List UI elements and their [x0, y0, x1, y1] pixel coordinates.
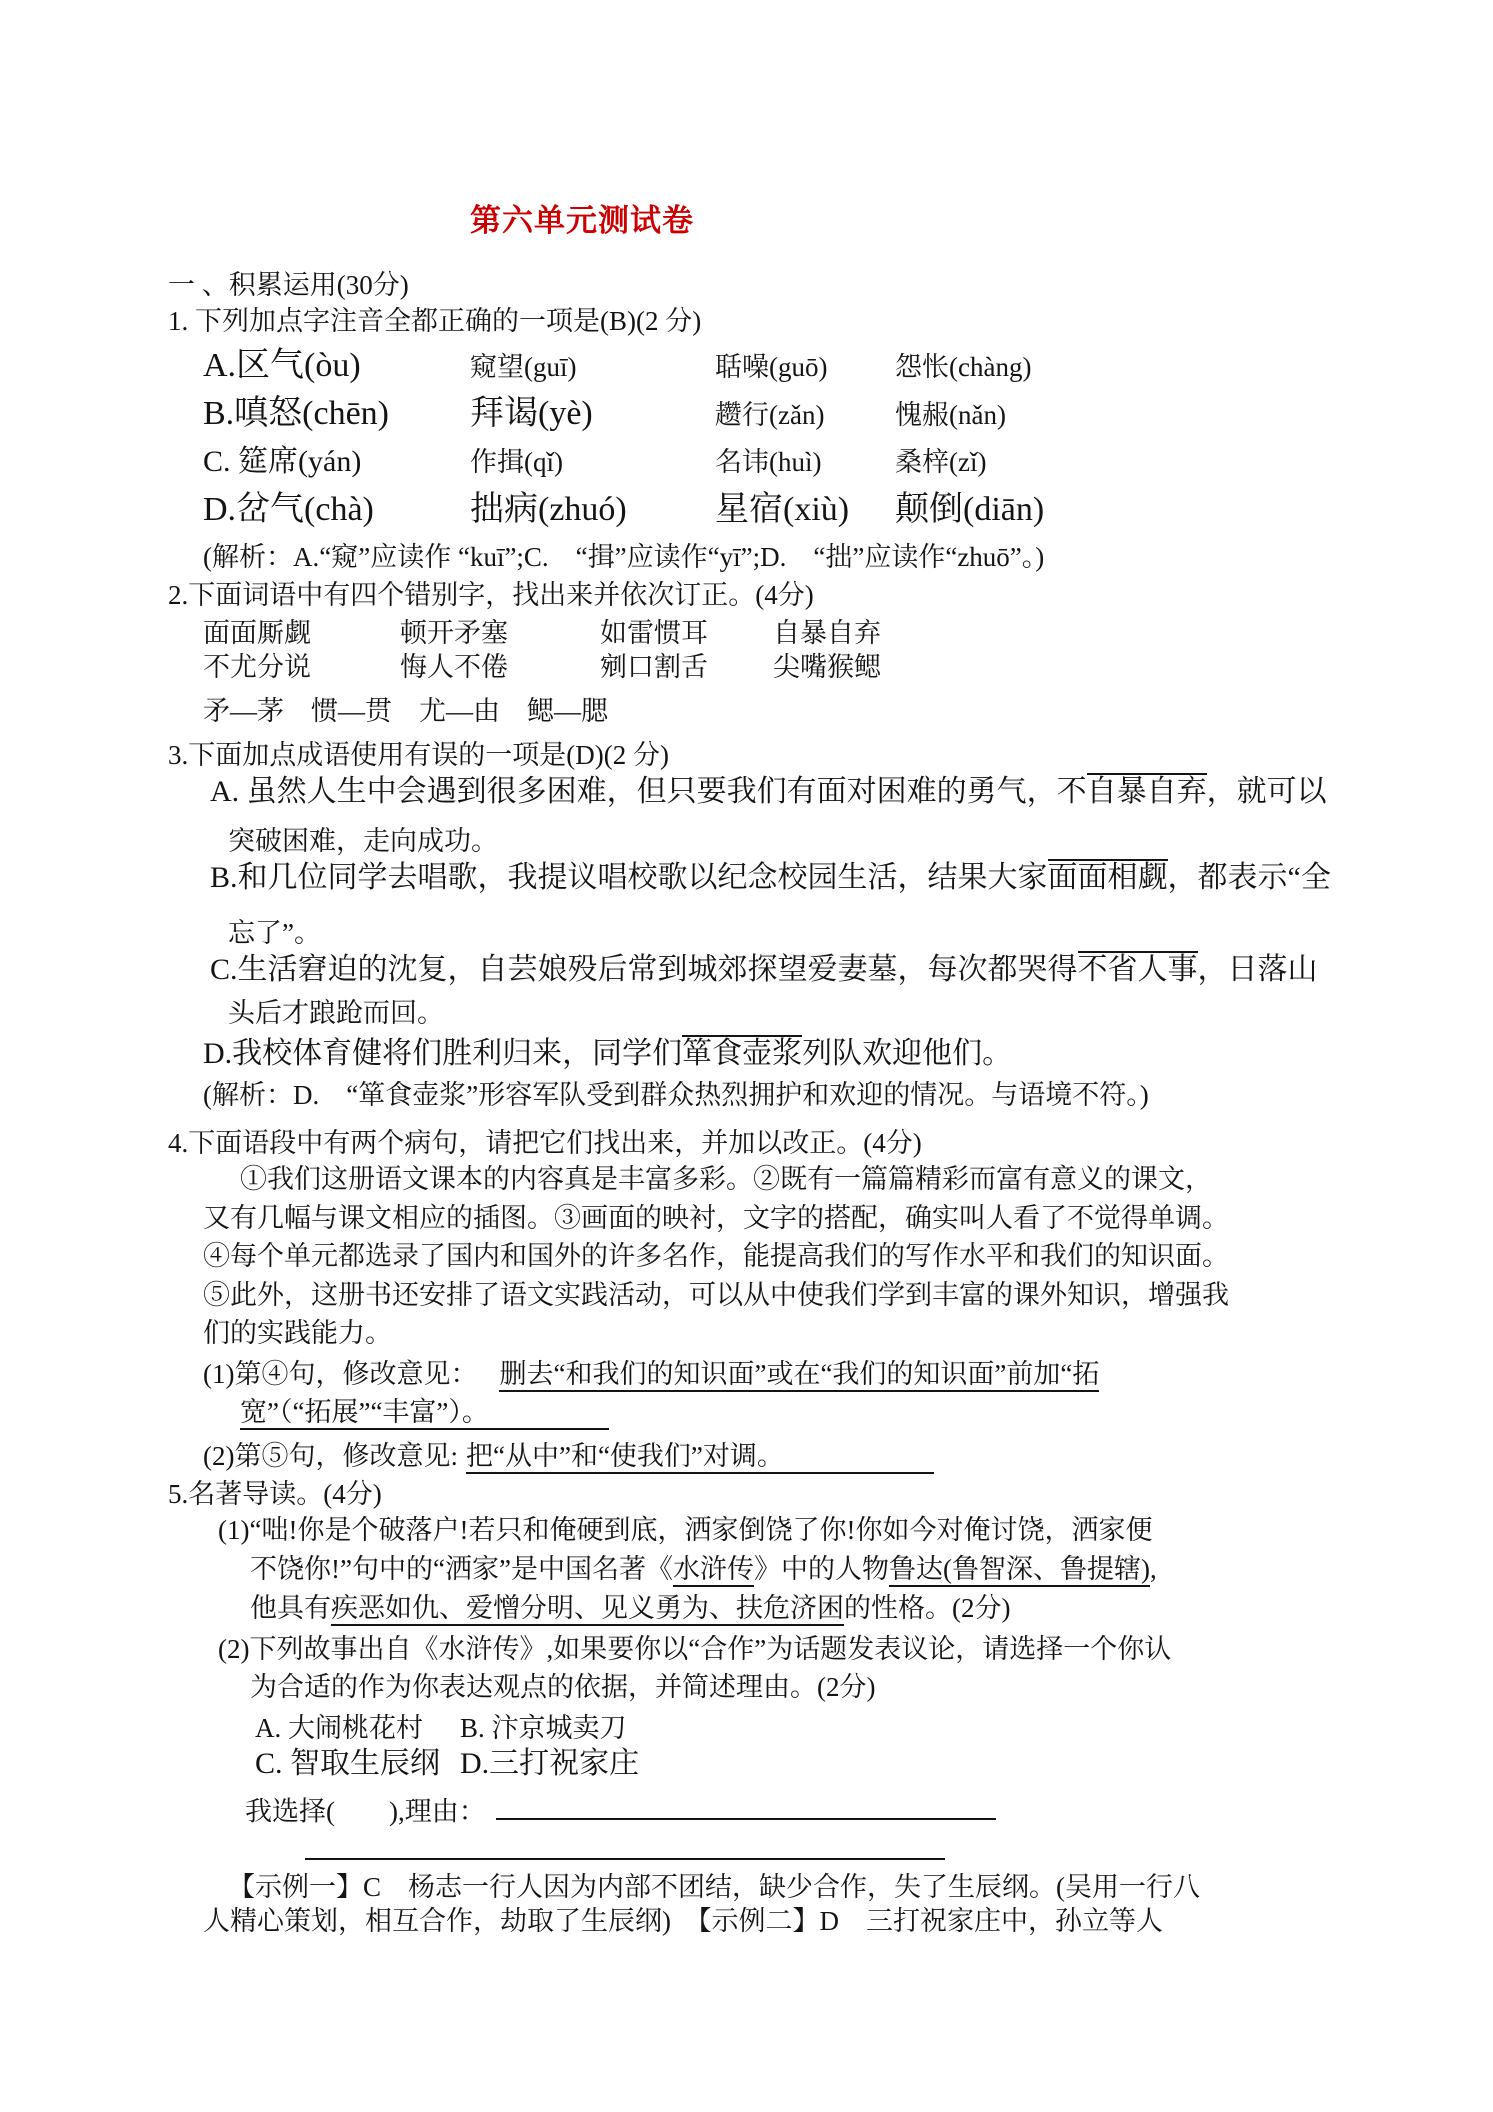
- q3-c-text: C.生活窘迫的沈复，自芸娘殁后常到城郊探望爱妻墓，每次都哭得: [210, 953, 1078, 986]
- q1-stem: 1. 下列加点字注音全都正确的一项是(B)(2 分): [168, 306, 702, 336]
- q1-d-word3: 星宿(xiù): [715, 491, 850, 528]
- q1-row-a: [203, 342, 1378, 390]
- q1-d-word4: 颠倒(diān): [895, 491, 1045, 528]
- q4-fix1-answer-part2: 宽”（“拓展”“丰富”）。: [240, 1397, 609, 1430]
- q3-analysis: (解析：D. “箪食壶浆”形容军队受到群众热烈拥护和欢迎的情况。与语境不符。): [203, 1080, 1149, 1110]
- q3-d-text: D.我校体育健将们胜利归来，同学们: [203, 1037, 683, 1070]
- q1-d-word2: 拙病(zhuó): [470, 491, 627, 528]
- q5-excerpt-comma: ,: [1149, 1553, 1157, 1584]
- q5-stem: 5.名著导读。(4分): [168, 1478, 382, 1509]
- q3-a-text: A. 虽然人生中会遇到很多困难，但只要我们有面对困难的勇气，不: [210, 775, 1087, 808]
- q5-excerpt-mid: 》中的人物: [753, 1553, 889, 1584]
- q4-passage-line2: 又有几幅与课文相应的插图。③画面的映衬，文字的搭配，确实叫人看了不觉得单调。: [203, 1202, 1229, 1233]
- q5-excerpt-line1: (1)“咄!你是个破落户!若只和俺硬到底，洒家倒饶了你!你如今对俺讨饶，洒家便: [218, 1514, 1153, 1545]
- q4-passage-line5: 们的实践能力。: [203, 1318, 392, 1348]
- q5-part2: [168, 1630, 1378, 1706]
- q3-c-text-end: ，日落山: [1197, 953, 1318, 986]
- q2-word-5: 不尤分说: [203, 652, 311, 682]
- answer-blank-reason: [496, 1790, 996, 1820]
- q3-option-a-line2: 突破困难，走向成功。: [228, 826, 498, 856]
- q5-traits-end: 的性格。(2分): [844, 1592, 1011, 1623]
- q2-word-1: 面面厮觑: [203, 618, 311, 648]
- q1-c-word2: 作揖(qǐ): [470, 447, 563, 477]
- q5-option-d: D.三打祝家庄: [460, 1746, 640, 1780]
- q1-row-d: [203, 486, 1378, 534]
- q3-a-idiom: 自暴自弃: [1086, 775, 1207, 808]
- q2-word-2: 顿开矛塞: [400, 618, 508, 648]
- q4-passage-line1: ①我们这册语文课本的内容真是丰富多彩。②既有一篇篇精彩而富有意义的课文，: [240, 1164, 1212, 1194]
- q5-options-row1: [255, 1710, 1378, 1746]
- answer-blank-line2: [305, 1828, 945, 1860]
- q5-option-a: A. 大闹桃花村: [255, 1712, 423, 1743]
- q2-word-8: 尖嘴猴鳃: [773, 652, 881, 682]
- q2-stem: 2.下面词语中有四个错别字，找出来并依次订正。(4分): [168, 580, 814, 610]
- q1-a-word2: 窥望(guī): [470, 352, 577, 382]
- character-traits-underlined: 疾恶如仇、爱憎分明、见义勇为、扶危济困: [331, 1593, 844, 1626]
- exam-title: 第六单元测试卷: [470, 203, 694, 238]
- q4-fix2-label: (2)第⑤句，修改意见:: [203, 1440, 458, 1471]
- q3-b-text-end: ，都表示“全: [1167, 861, 1331, 894]
- q4-stem: 4.下面语段中有两个病句，请把它们找出来，并加以改正。(4分): [168, 1128, 922, 1158]
- q1-a-word4: 怨怅(chàng): [895, 352, 1032, 382]
- q5-topic-line1: (2)下列故事出自《水浒传》,如果要你以“合作”为话题发表议论，请选择一个你认: [218, 1633, 1172, 1664]
- q1-c-word3: 名讳(huì): [715, 447, 822, 477]
- q5-part1: [168, 1511, 1378, 1628]
- q5-choose-line: [245, 1790, 1378, 1828]
- q3-d-text-end: 列队欢迎他们。: [802, 1037, 1013, 1070]
- q3-option-c-line2: 头后才踉跄而回。: [228, 998, 444, 1028]
- q2-word-6: 悔人不倦: [400, 652, 508, 682]
- q2-word-3: 如雷惯耳: [600, 618, 708, 648]
- character-name-underlined: 鲁达(鲁智深、鲁提辖): [889, 1554, 1150, 1587]
- q4-passage-line4: ⑤此外，这册书还安排了语文实践活动，可以从中使我们学到丰富的课外知识，增强我: [203, 1279, 1229, 1310]
- q3-a-text-end: ，就可以: [1206, 775, 1327, 808]
- q5-choose-label: 我选择( ),理由：: [245, 1795, 486, 1826]
- q2-answer: 矛—茅 惯—贯 尤—由 鳃—腮: [203, 696, 608, 726]
- q1-b-word3: 趱行(zǎn): [715, 400, 825, 430]
- q1-d-word1: D.岔气(chà): [203, 491, 374, 528]
- q4-fix2-answer: 把“从中”和“使我们”对调。: [466, 1441, 934, 1474]
- q5-option-c: C. 智取生辰纲: [255, 1746, 441, 1780]
- q1-a-word1: A.区气(òu): [203, 347, 361, 384]
- q5-topic-line2: 为合适的作为你表达观点的依据，并简述理由。(2分): [250, 1671, 876, 1702]
- q3-stem: 3.下面加点成语使用有误的一项是(D)(2 分): [168, 740, 669, 770]
- q5-excerpt-line2: [250, 1550, 1378, 1589]
- book-title-underlined: 水浒传: [673, 1554, 754, 1587]
- q5-example-line1: 【示例一】C 杨志一行人因为内部不团结，缺少合作，失了生辰纲。(吴用一行八: [228, 1871, 1200, 1902]
- q2-word-row-1: [203, 616, 1378, 650]
- q4-fix1-label: (1)第④句，修改意见：: [203, 1358, 478, 1389]
- q4-passage-line3: ④每个单元都选录了国内和国外的许多名作，能提高我们的写作水平和我们的知识面。: [203, 1241, 1229, 1271]
- q3-option-c-line1: [210, 950, 1378, 990]
- q4-fix1-line1: [203, 1357, 1378, 1391]
- q3-option-a-line1: [210, 772, 1378, 812]
- q1-c-word4: 桑梓(zǐ): [895, 447, 987, 477]
- q5-options-row2: [255, 1746, 1378, 1782]
- q2-word-7: 剜口割舌: [600, 652, 708, 682]
- q1-c-word1: C. 筵席(yán): [203, 445, 362, 478]
- q4-fix2-line: [203, 1439, 1378, 1473]
- q3-option-d: [203, 1034, 1378, 1074]
- q4-fix1-line2: [240, 1395, 1378, 1429]
- q4-fix1-answer-part1: 删去“和我们的知识面”或在“我们的知识面”前加“拓: [499, 1359, 1099, 1392]
- q1-analysis: (解析：A.“窥”应读作 “kuī”;C. “揖”应读作“yī”;D. “拙”应读作“zhuō”。): [203, 542, 1045, 572]
- q1-b-word1: B.嗔怒(chēn): [203, 395, 390, 432]
- section-heading: 一 、积累运用(30分): [168, 270, 409, 300]
- q3-c-idiom: 不省人事: [1077, 953, 1198, 986]
- q3-b-text: B.和几位同学去唱歌，我提议唱校歌以纪念校园生活，结果大家: [210, 861, 1048, 894]
- q3-option-b-line1: [210, 858, 1378, 898]
- q1-a-word3: 聒噪(guō): [715, 352, 828, 382]
- q1-b-word2: 拜谒(yè): [470, 395, 593, 432]
- q1-row-c: [203, 438, 1378, 486]
- exam-content: [168, 200, 1378, 1938]
- q5-excerpt-text: 不饶你!”句中的“洒家”是中国名著《: [250, 1553, 673, 1584]
- q2-word-row-2: [203, 650, 1378, 684]
- q1-b-word4: 愧赧(nǎn): [895, 400, 1006, 430]
- q3-option-b-line2: 忘了”。: [228, 918, 321, 948]
- q5-option-b: B. 汴京城卖刀: [460, 1712, 627, 1743]
- q5-traits-pre: 他具有: [250, 1592, 331, 1623]
- q3-d-idiom: 箪食壶浆: [682, 1037, 803, 1070]
- q3-b-idiom: 面面相觑: [1047, 861, 1168, 894]
- q5-excerpt-line3: [250, 1589, 1378, 1628]
- q2-word-4: 自暴自弃: [773, 618, 881, 648]
- q1-row-b: [203, 390, 1378, 438]
- q4-passage: [168, 1160, 1378, 1353]
- q5-example-line2: 人精心策划，相互合作，劫取了生辰纲) 【示例二】D 三打祝家庄中，孙立等人: [203, 1905, 1163, 1936]
